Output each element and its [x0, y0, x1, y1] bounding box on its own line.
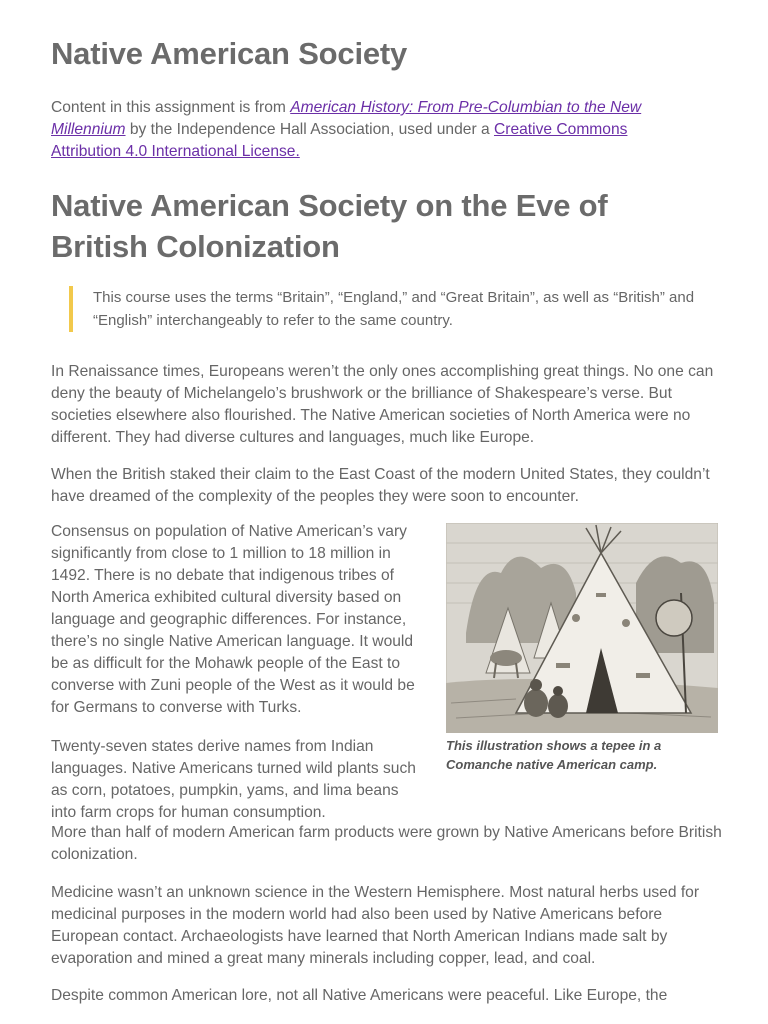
paragraph-population: Consensus on population of Native American’s vary significantly from close to 1 million to 18 million in 1492. There is no debate that indigenous tribes of North America exhibited cultural diversity based on language and geographic differences. For instance, there’s no single Native American language. It would be as difficult for the Mohawk people of the East to converse with Zuni people of the West as it would be for Germans to converse with Turks. — [51, 523, 415, 716]
tepee-figure — [446, 523, 718, 774]
figure-caption: This illustration shows a tepee in a Comanche native American camp. — [446, 738, 662, 772]
paragraph-british-claim: When the British staked their claim to the East Coast of the modern United States, they couldn’t have dreamed of the complexity of the peoples they were soon to encounter. — [51, 466, 710, 505]
paragraph-state-names: Twenty-seven states derive names from Indian languages. Native Americans turned wild plants such as corn, potatoes, pumpkin, yams, and lima beans into farm crops for human consumption. — [51, 738, 416, 821]
paragraph-farm-products: More than half of modern American farm products were grown by Native Americans before British colonization. — [51, 824, 722, 863]
page-title: Native American Society — [51, 36, 408, 71]
paragraph-medicine: Medicine wasn’t an unknown science in the Western Hemisphere. Most natural herbs used for medicinal purposes in the modern world had also been used by Native Americans before European contact. Archaeologists have learned that North American Indians made salt by evaporation and mined a great many minerals including copper, lead, and coal. — [51, 884, 700, 967]
attribution-paragraph — [51, 97, 691, 163]
attribution-prefix: Content in this assignment is from — [51, 99, 291, 116]
attribution-middle: by the Independence Hall Association, used under a — [125, 121, 494, 138]
license-link[interactable]: Creative Commons Attribution 4.0 International License. — [51, 121, 628, 160]
paragraph-renaissance: In Renaissance times, Europeans weren’t the only ones accomplishing great things. No one can deny the beauty of Michelangelo’s brushwork or the brilliance of Shakespeare’s verse. But societies elsewhere also flourished. The Native American societies of North America were no different. They had diverse cultures and languages, much like Europe. — [51, 363, 714, 446]
note-callout: This course uses the terms “Britain”, “England,” and “Great Britain”, as well as “British” and “English” interchangeably to refer to the same country. — [69, 286, 719, 332]
book-link[interactable]: American History: From Pre-Columbian to the New Millennium — [51, 99, 642, 138]
tepee-illustration — [446, 523, 718, 733]
paragraph-lore: Despite common American lore, not all Native Americans were peaceful. Like Europe, the — [51, 987, 668, 1004]
section-heading: Native American Society on the Eve of British Colonization — [51, 188, 608, 264]
